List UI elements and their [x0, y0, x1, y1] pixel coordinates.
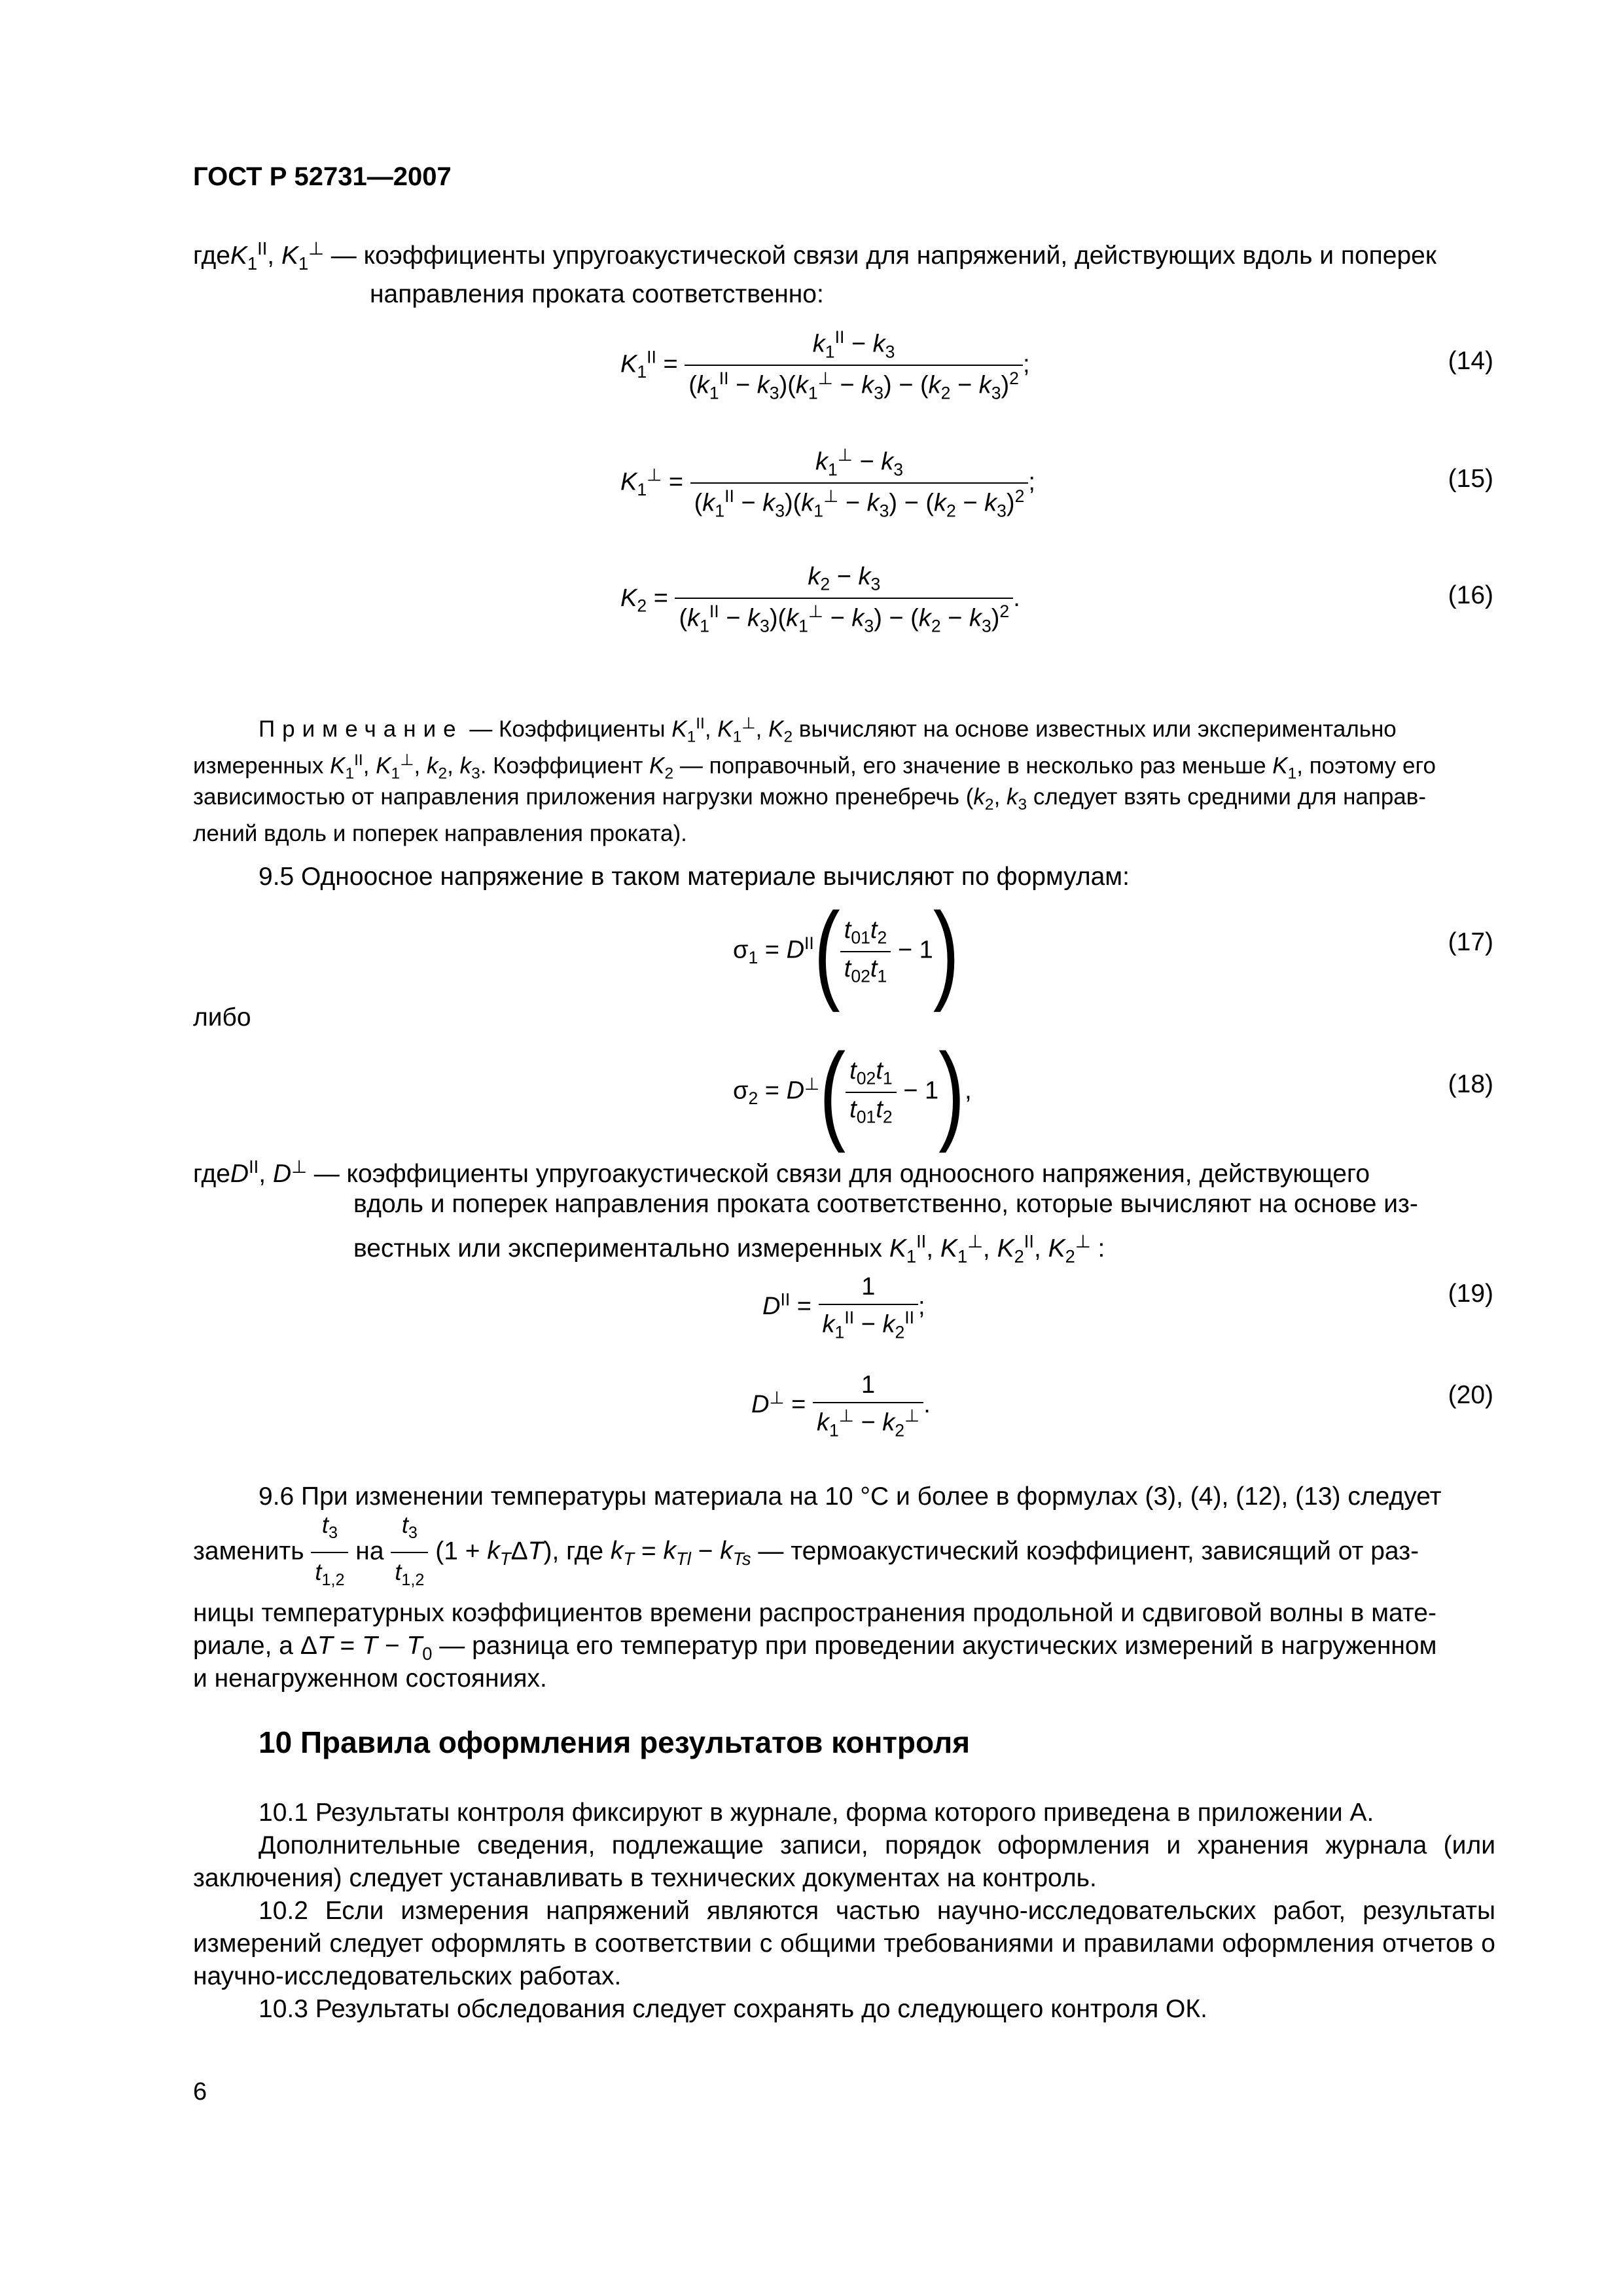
paragraph-10-3: 10.3 Результаты обследования следует сохранять до следующего контроля ОК. — [259, 1995, 1207, 2023]
formula-14: $K_1^{II}$ = $\frac{k_1^{II} - k_3}{(k_1^{II} - k_3)(k_1^\perp - k_3) - (k_2 - k_3)^2}$ ; — [620, 327, 1030, 403]
note-line-1: Примечание — Коэффициенты $K_1^{II}$, $K_1^\perp$, $K_2$ вычисляют на основе известных или экспериментально — [259, 715, 1397, 746]
paragraph-9-6-line-3: ницы температурных коэффициентов времени распространения продольной и сдвиговой волны в мате- — [193, 1599, 1436, 1627]
paragraph-10-2: 10.2 Если измерения напряжений являются частью научно-исследовательских работ, результаты измерений следует оформлять в соответствии с общими требованиями и правилами оформления отчетов о научно-исследовательских работах. — [193, 1897, 1495, 1990]
definition-d: гдеD$^{II}$, D⊥ — коэффициенты упругоакустической связи для одноосного напряжения, действующего — [193, 1157, 1370, 1188]
paragraph-10-1: 10.1 Результаты контроля фиксируют в журнале, форма которого приведена в приложении А. — [259, 1799, 1374, 1827]
note-line-3: зависимостью от направления приложения нагрузки можно пренебречь ($k_2$, $k_3$ следует взять средними для направ- — [193, 784, 1427, 814]
formula-19: $D^{II}$ = $\frac{1}{k_1^{II} - k_2^{II}}$ ; — [762, 1273, 925, 1342]
definition-d-line-3: вестных или экспериментально измеренных $K_1^{II}$, $K_1^\perp$, $K_2^{II}$, $K_2^\perp$ : — [353, 1231, 1105, 1266]
equation-number: (14) — [1448, 347, 1493, 375]
formula-16: $K_2$ = $\frac{k_2 - k_3}{(k_1^{II} - k_3)(k_1^\perp - k_3) - (k_2 - k_3)^2}$ . — [620, 563, 1020, 636]
equation-number: (15) — [1448, 465, 1493, 493]
note-line-4: лений вдоль и поперек направления проката). — [193, 821, 687, 846]
paragraph-9-6-line-4: риале, а $\Delta T = T - T_0$ — разница его температур при проведении акустических измерений в нагруженном — [193, 1632, 1437, 1664]
paragraph-10-1-continued: Дополнительные сведения, подлежащие записи, порядок оформления и хранения журнала (или заключения) следует устанавливать в технических документах на контроль. — [193, 1831, 1495, 1892]
word-libo: либо — [193, 1003, 251, 1031]
note-line-2: измеренных $K_1^{II}$, $K_1^\perp$, $k_2$, $k_3$. Коэффициент $K_2$ — поправочный, его значение в несколько раз меньше $K_1$, поэтому его — [193, 751, 1436, 783]
paragraph-9-6-line-2: заменить $\frac{t_3}{t_{1,2}}$ на $\frac{t_3}{t_{1,2}}$ $(1 + k_T\Delta T)$, где $k_T = k_{Tl} - k_{Ts}$ — термоакустический коэффициент, зависящий от раз- — [193, 1509, 1495, 1596]
paragraph-9-6-line-1: 9.6 При изменении температуры материала на 10 °С и более в формулах (3), (4), (12), (13) следует — [259, 1482, 1442, 1511]
formula-20: D⊥ = $\frac{1}{k_1^\perp - k_2^\perp}$ . — [751, 1371, 931, 1441]
equation-number: (19) — [1448, 1280, 1493, 1308]
formula-18: $\sigma_2 = D^\perp$( $\frac{t_{02}t_1}{t_{01}t_2}$ − 1), — [733, 1030, 972, 1154]
document-header: ГОСТ Р 52731—2007 — [193, 162, 452, 191]
equation-number: (18) — [1448, 1070, 1493, 1098]
equation-number: (17) — [1448, 928, 1493, 956]
definition-k1: гдеK$_1^{II}$, $K_1^\perp$ — коэффициенты упругоакустической связи для напряжений, действующих вдоль и поперек — [193, 238, 1436, 274]
definition-d-line-2: вдоль и поперек направления проката соответственно, которые вычисляют на основе из- — [353, 1190, 1418, 1218]
definition-k1-continued: направления проката соответственно: — [370, 280, 824, 308]
paragraph-9-6-line-5: и ненагруженном состояниях. — [193, 1664, 547, 1693]
section-10-heading: 10 Правила оформления результатов контроля — [259, 1725, 971, 1759]
paragraph-9-5: 9.5 Одноосное напряжение в таком материале вычисляют по формулам: — [259, 863, 1130, 891]
formula-15: $K_1^\perp$ = $\frac{k_1^\perp - k_3}{(k_1^{II} - k_3)(k_1^\perp - k_3) - (k_2 - k_3)^2}$ ; — [620, 445, 1035, 521]
page-number: 6 — [193, 2078, 207, 2106]
formula-17: $\sigma_1 = D^{II}$( $\frac{t_{01}t_2}{t_{02}t_1}$ − 1) — [733, 889, 959, 1013]
equation-number: (16) — [1448, 581, 1493, 609]
equation-number: (20) — [1448, 1381, 1493, 1409]
